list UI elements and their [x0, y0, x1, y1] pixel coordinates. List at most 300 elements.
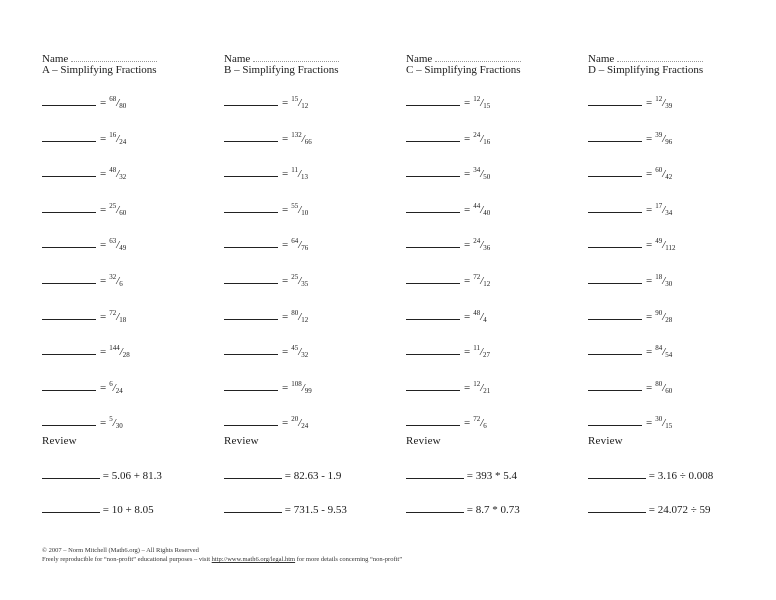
problem-row: [406, 166, 490, 202]
name-label: Name: [42, 53, 69, 65]
name-blank[interactable]: [617, 52, 703, 62]
fraction: [109, 97, 126, 109]
fraction: [655, 201, 673, 217]
review-expression: = 8.7 * 0.73: [466, 504, 520, 516]
section-title: C – Simplifying Fractions: [406, 64, 521, 76]
denominator: 32: [119, 173, 127, 182]
answer-blank[interactable]: [42, 202, 96, 213]
numerator: 49: [655, 237, 663, 246]
numerator: 48: [473, 308, 481, 317]
denominator: 50: [483, 173, 491, 182]
name-field: [588, 52, 768, 64]
answer-blank[interactable]: [588, 468, 646, 479]
answer-blank[interactable]: [224, 415, 278, 426]
problem-row: [588, 309, 676, 345]
denominator: 12: [301, 315, 309, 324]
equals-sign: =: [100, 203, 107, 216]
numerator: 60: [655, 166, 663, 175]
denominator: 6: [119, 279, 123, 288]
fraction-slash: /: [662, 97, 666, 109]
name-field: [42, 52, 222, 64]
problem-row: [42, 95, 130, 131]
denominator: 6: [483, 422, 487, 431]
review-heading: Review: [42, 435, 77, 447]
fraction-slash: /: [662, 346, 666, 359]
fraction: [473, 97, 490, 109]
denominator: 24: [115, 386, 123, 395]
fraction: [655, 168, 672, 180]
problem-list: [588, 95, 676, 451]
denominator: 15: [665, 422, 673, 431]
problem-row: [588, 95, 676, 131]
answer-blank[interactable]: [42, 415, 96, 426]
fraction: [473, 272, 491, 288]
equals-sign: =: [646, 132, 653, 145]
equals-sign: =: [464, 97, 471, 109]
equals-sign: =: [100, 97, 107, 109]
denominator: 18: [119, 315, 127, 324]
fraction: [109, 239, 126, 251]
numerator: 12: [473, 95, 481, 103]
numerator: 25: [291, 272, 299, 281]
fraction: [473, 379, 491, 395]
numerator: 34: [473, 166, 481, 175]
fraction-slash: /: [662, 417, 666, 430]
answer-blank[interactable]: [588, 415, 642, 426]
fraction: [291, 239, 308, 251]
problem-row: [588, 166, 676, 202]
fraction-slash: /: [116, 239, 120, 252]
answer-blank[interactable]: [588, 502, 646, 513]
review-expression: = 393 * 5.4: [466, 470, 517, 482]
equals-sign: =: [464, 274, 471, 287]
review-heading: Review: [224, 435, 259, 447]
answer-blank[interactable]: [224, 273, 278, 284]
equals-sign: =: [464, 203, 471, 216]
equals-sign: =: [646, 381, 653, 394]
problem-row: [406, 131, 490, 167]
denominator: 80: [119, 102, 127, 110]
denominator: 54: [665, 351, 673, 360]
fraction: [655, 239, 675, 251]
equals-sign: =: [100, 239, 107, 252]
equals-sign: =: [282, 203, 289, 216]
numerator: 30: [655, 415, 663, 424]
denominator: 66: [304, 137, 312, 146]
fraction: [473, 346, 490, 358]
review-expression: = 3.16 ÷ 0.008: [648, 470, 714, 482]
denominator: 12: [301, 102, 309, 110]
equals-sign: =: [100, 346, 107, 359]
numerator: 68: [109, 95, 117, 103]
equals-sign: =: [464, 381, 471, 394]
problem-list: [224, 95, 312, 451]
numerator: 17: [655, 201, 663, 210]
answer-blank[interactable]: [42, 237, 96, 248]
fraction-slash: /: [301, 381, 305, 394]
numerator: 5: [109, 415, 113, 424]
answer-blank[interactable]: [42, 309, 96, 320]
equals-sign: =: [464, 310, 471, 323]
name-blank[interactable]: [435, 52, 521, 62]
denominator: 39: [665, 102, 673, 110]
answer-blank[interactable]: [42, 344, 96, 355]
fraction-slash: /: [297, 168, 302, 181]
answer-blank[interactable]: [224, 202, 278, 213]
equals-sign: =: [282, 132, 289, 145]
fraction: [109, 272, 123, 288]
answer-blank[interactable]: [224, 468, 282, 479]
fraction-slash: /: [480, 274, 484, 287]
fraction: [291, 308, 309, 324]
fraction-slash: /: [662, 310, 666, 323]
answer-blank[interactable]: [42, 502, 100, 513]
fraction-slash: /: [298, 239, 302, 252]
fraction: [655, 130, 673, 146]
problem-row: [406, 309, 490, 345]
fraction: [655, 308, 673, 324]
denominator: 112: [665, 244, 676, 253]
fraction-slash: /: [662, 168, 666, 181]
problem-row: [42, 202, 130, 238]
denominator: 30: [665, 279, 673, 288]
answer-blank[interactable]: [224, 380, 278, 391]
fraction: [473, 168, 490, 180]
fraction-slash: /: [298, 310, 302, 323]
worksheet-column-c: [406, 52, 586, 516]
fraction-slash: /: [662, 274, 666, 287]
fraction-slash: /: [480, 168, 484, 181]
equals-sign: =: [100, 274, 107, 287]
denominator: 4: [483, 315, 487, 324]
problem-row: [42, 237, 130, 273]
fraction-slash: /: [480, 417, 484, 430]
answer-blank[interactable]: [42, 273, 96, 284]
problem-row: [406, 237, 490, 273]
problem-list: [406, 95, 490, 451]
denominator: 34: [665, 208, 673, 217]
fraction-slash: /: [112, 417, 116, 430]
equals-sign: =: [100, 417, 107, 430]
denominator: 24: [119, 137, 127, 146]
fraction-slash: /: [298, 346, 302, 359]
review-heading: Review: [588, 435, 623, 447]
fraction-slash: /: [116, 132, 120, 145]
answer-blank[interactable]: [588, 131, 642, 142]
fraction: [473, 417, 487, 429]
answer-blank[interactable]: [224, 95, 278, 106]
problem-row: [406, 380, 490, 416]
denominator: 42: [665, 173, 673, 182]
fraction: [655, 272, 673, 288]
numerator: 55: [291, 201, 299, 210]
equals-sign: =: [646, 346, 653, 359]
answer-blank[interactable]: [42, 166, 96, 177]
denominator: 99: [304, 386, 312, 395]
denominator: 21: [483, 386, 491, 395]
worksheet-column-b: [224, 52, 404, 516]
numerator: 15: [291, 95, 299, 103]
fraction-slash: /: [480, 239, 484, 252]
review-heading: Review: [406, 435, 441, 447]
review-list: [406, 468, 520, 536]
numerator: 39: [655, 130, 663, 139]
answer-blank[interactable]: [588, 95, 642, 106]
denominator: 76: [301, 244, 309, 253]
name-field: [406, 52, 586, 64]
fraction-slash: /: [298, 274, 302, 287]
legal-link[interactable]: http://www.math6.org/legal.htm: [211, 556, 296, 563]
name-blank[interactable]: [253, 52, 339, 62]
review-list: [588, 468, 713, 536]
answer-blank[interactable]: [588, 237, 642, 248]
answer-blank[interactable]: [406, 237, 460, 248]
equals-sign: =: [464, 346, 471, 359]
fraction-slash: /: [301, 132, 305, 145]
problem-row: [406, 202, 490, 238]
answer-blank[interactable]: [42, 468, 100, 479]
numerator: 64: [291, 237, 299, 246]
license-text: Freely reproducible for “non-profit” educational purposes – visit http://www.math6.org/legal.htm for more details concerning “non-profit”: [42, 556, 403, 563]
review-expression: = 82.63 - 1.9: [284, 470, 342, 482]
fraction-slash: /: [662, 132, 666, 145]
equals-sign: =: [646, 274, 653, 287]
answer-blank[interactable]: [406, 415, 460, 426]
answer-blank[interactable]: [42, 380, 96, 391]
denominator: 96: [665, 137, 673, 146]
numerator: 12: [473, 379, 481, 388]
denominator: 60: [665, 386, 673, 395]
fraction-slash: /: [116, 97, 120, 109]
problem-row: [588, 237, 676, 273]
review-row: [224, 502, 347, 536]
worksheet-column-a: [42, 52, 222, 516]
problem-row: [224, 273, 312, 309]
answer-blank[interactable]: [588, 380, 642, 391]
answer-blank[interactable]: [406, 380, 460, 391]
problem-row: [224, 131, 312, 167]
numerator: 12: [655, 95, 663, 103]
numerator: 16: [109, 130, 117, 139]
denominator: 35: [301, 279, 309, 288]
fraction: [655, 346, 672, 358]
fraction-slash: /: [480, 310, 484, 323]
review-expression: = 10 + 8.05: [102, 504, 154, 516]
answer-blank[interactable]: [406, 468, 464, 479]
problem-row: [406, 273, 490, 309]
equals-sign: =: [282, 97, 289, 109]
fraction-slash: /: [480, 132, 484, 145]
fraction-slash: /: [112, 381, 116, 394]
name-label: Name: [406, 53, 433, 65]
equals-sign: =: [646, 97, 653, 109]
numerator: 6: [109, 379, 113, 388]
numerator: 20: [291, 415, 299, 424]
denominator: 12: [483, 279, 491, 288]
fraction: [109, 417, 123, 429]
fraction: [291, 379, 312, 395]
fraction: [109, 201, 127, 217]
answer-blank[interactable]: [406, 95, 460, 106]
numerator: 144: [109, 344, 120, 353]
denominator: 28: [122, 351, 130, 360]
answer-blank[interactable]: [224, 344, 278, 355]
equals-sign: =: [100, 168, 107, 181]
review-row: [406, 502, 520, 536]
numerator: 18: [655, 272, 663, 281]
answer-blank[interactable]: [406, 166, 460, 177]
denominator: 32: [301, 351, 309, 360]
equals-sign: =: [646, 168, 653, 181]
problem-row: [224, 309, 312, 345]
problem-row: [406, 95, 490, 131]
review-row: [406, 468, 520, 502]
numerator: 72: [473, 272, 481, 281]
fraction: [655, 379, 673, 395]
fraction: [473, 201, 491, 217]
problem-row: [42, 166, 130, 202]
fraction: [291, 168, 308, 180]
review-row: [588, 468, 713, 502]
equals-sign: =: [100, 381, 107, 394]
answer-blank[interactable]: [224, 309, 278, 320]
denominator: 15: [483, 102, 491, 110]
numerator: 84: [655, 344, 663, 353]
name-label: Name: [224, 53, 251, 65]
answer-blank[interactable]: [406, 344, 460, 355]
answer-blank[interactable]: [224, 502, 282, 513]
denominator: 24: [301, 422, 309, 431]
problem-row: [588, 344, 676, 380]
equals-sign: =: [646, 239, 653, 252]
fraction: [291, 97, 308, 109]
answer-blank[interactable]: [406, 131, 460, 142]
copyright-text: © 2007 – Norm Mitchell (Math6.org) – All Rights Reserved: [42, 547, 199, 554]
fraction: [655, 417, 672, 429]
fraction-slash: /: [662, 203, 666, 216]
fraction-slash: /: [298, 417, 302, 430]
numerator: 11: [291, 166, 298, 175]
numerator: 24: [473, 130, 481, 139]
fraction: [109, 346, 130, 358]
numerator: 80: [655, 379, 663, 388]
answer-blank[interactable]: [224, 237, 278, 248]
review-row: [224, 468, 347, 502]
answer-blank[interactable]: [224, 131, 278, 142]
review-list: [224, 468, 347, 536]
numerator: 72: [109, 308, 117, 317]
name-blank[interactable]: [71, 52, 157, 62]
fraction: [291, 201, 309, 217]
problem-row: [224, 344, 312, 380]
denominator: 49: [119, 244, 127, 253]
answer-blank[interactable]: [42, 131, 96, 142]
fraction: [109, 379, 123, 395]
problem-row: [42, 380, 130, 416]
equals-sign: =: [100, 132, 107, 145]
answer-blank[interactable]: [42, 95, 96, 106]
fraction: [291, 417, 308, 429]
fraction-slash: /: [298, 97, 302, 109]
equals-sign: =: [282, 168, 289, 181]
denominator: 40: [483, 208, 491, 217]
fraction-slash: /: [480, 381, 484, 394]
answer-blank[interactable]: [588, 166, 642, 177]
review-expression: = 731.5 - 9.53: [284, 504, 347, 516]
problem-row: [42, 131, 130, 167]
fraction-slash: /: [662, 239, 666, 252]
equals-sign: =: [464, 132, 471, 145]
answer-blank[interactable]: [588, 273, 642, 284]
review-expression: = 5.06 + 81.3: [102, 470, 162, 482]
problem-row: [406, 344, 490, 380]
numerator: 132: [291, 130, 302, 139]
fraction-slash: /: [116, 203, 120, 216]
equals-sign: =: [282, 239, 289, 252]
name-field: [224, 52, 404, 64]
equals-sign: =: [464, 417, 471, 430]
fraction-slash: /: [480, 203, 484, 216]
section-title: B – Simplifying Fractions: [224, 64, 339, 76]
problem-row: [224, 380, 312, 416]
answer-blank[interactable]: [588, 309, 642, 320]
answer-blank[interactable]: [588, 344, 642, 355]
problem-row: [224, 166, 312, 202]
review-expression: = 24.072 ÷ 59: [648, 504, 711, 516]
problem-row: [588, 273, 676, 309]
fraction: [109, 130, 127, 146]
numerator: 32: [109, 272, 117, 281]
numerator: 63: [109, 237, 117, 246]
denominator: 13: [301, 173, 309, 182]
denominator: 27: [483, 351, 491, 360]
denominator: 28: [665, 315, 673, 324]
numerator: 108: [291, 379, 302, 388]
fraction-slash: /: [298, 203, 302, 216]
numerator: 72: [473, 415, 481, 424]
answer-blank[interactable]: [406, 502, 464, 513]
answer-blank[interactable]: [224, 166, 278, 177]
answer-blank[interactable]: [588, 202, 642, 213]
equals-sign: =: [646, 203, 653, 216]
name-label: Name: [588, 53, 615, 65]
fraction: [473, 308, 487, 324]
section-title: A – Simplifying Fractions: [42, 64, 157, 76]
equals-sign: =: [464, 168, 471, 181]
fraction-slash: /: [116, 274, 120, 287]
problem-row: [588, 202, 676, 238]
fraction-slash: /: [116, 310, 120, 323]
fraction: [291, 272, 309, 288]
answer-blank[interactable]: [406, 202, 460, 213]
numerator: 11: [473, 344, 480, 353]
fraction-slash: /: [116, 168, 120, 181]
answer-blank[interactable]: [406, 273, 460, 284]
problem-list: [42, 95, 130, 451]
problem-row: [42, 309, 130, 345]
fraction: [655, 97, 672, 109]
fraction-slash: /: [662, 381, 666, 394]
equals-sign: =: [282, 310, 289, 323]
numerator: 45: [291, 344, 299, 353]
equals-sign: =: [464, 239, 471, 252]
review-row: [588, 502, 713, 536]
review-row: [42, 502, 162, 536]
fraction: [291, 130, 312, 146]
numerator: 24: [473, 237, 481, 246]
answer-blank[interactable]: [406, 309, 460, 320]
numerator: 48: [109, 166, 117, 175]
